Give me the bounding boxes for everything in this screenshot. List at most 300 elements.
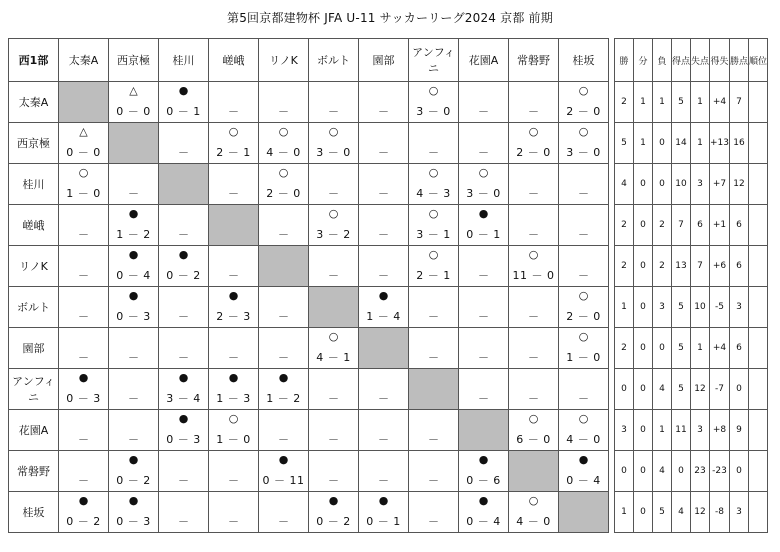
stat-goals-against: 12: [691, 369, 710, 410]
match-result-cell: [509, 410, 559, 451]
row-team-name: リノK: [9, 246, 59, 287]
match-result-cell: [559, 123, 609, 164]
match-result-cell: [559, 205, 609, 246]
match-result-cell: [509, 287, 559, 328]
no-match-dash: －: [428, 474, 439, 487]
stat-losses: 1: [653, 82, 672, 123]
match-result-cell: [359, 369, 409, 410]
result-mark: ○: [578, 412, 589, 425]
match-result-cell: [559, 451, 609, 492]
no-match-dash: －: [378, 392, 389, 405]
self-match-cell: [159, 164, 209, 205]
self-match-cell: [209, 205, 259, 246]
match-result-cell: [159, 410, 209, 451]
no-match-dash: －: [528, 351, 539, 364]
result-mark: ○: [528, 494, 539, 507]
match-result-cell: [159, 123, 209, 164]
row-team-name: 桂川: [9, 164, 59, 205]
match-result-cell: [209, 369, 259, 410]
match-result-cell: [359, 287, 409, 328]
no-match-dash: －: [278, 310, 289, 323]
match-result-cell: [259, 451, 309, 492]
match-result-cell: [309, 410, 359, 451]
match-result-cell: [409, 451, 459, 492]
stat-rank: [749, 164, 768, 205]
match-result-cell: [109, 410, 159, 451]
match-result-cell: [59, 123, 109, 164]
match-result-cell: [309, 451, 359, 492]
match-result-cell: [59, 164, 109, 205]
stat-points: 3: [730, 492, 749, 533]
stat-rank: [749, 205, 768, 246]
match-score: 4 － 1: [316, 351, 351, 364]
stat-rank: [749, 123, 768, 164]
stat-points: 16: [730, 123, 749, 164]
self-match-cell: [59, 82, 109, 123]
match-result-cell: [259, 328, 309, 369]
result-mark: ●: [228, 371, 239, 384]
no-match-dash: －: [128, 392, 139, 405]
result-mark: ○: [528, 412, 539, 425]
match-result-cell: [159, 82, 209, 123]
match-score: 0 － 1: [466, 228, 501, 241]
match-score: 3 － 0: [416, 105, 451, 118]
match-result-cell: [309, 82, 359, 123]
match-result-cell: [409, 328, 459, 369]
result-mark: ●: [228, 289, 239, 302]
match-score: 4 － 3: [416, 187, 451, 200]
stat-wins: 5: [615, 123, 634, 164]
stat-goals-against: 23: [691, 451, 710, 492]
match-score: 0 － 3: [116, 310, 151, 323]
match-result-cell: [209, 287, 259, 328]
match-result-cell: [209, 328, 259, 369]
result-mark: ○: [328, 125, 339, 138]
match-result-cell: [59, 246, 109, 287]
match-score: 0 － 1: [366, 515, 401, 528]
result-mark: ○: [228, 125, 239, 138]
row-team-name: アンフィニ: [9, 369, 59, 410]
match-result-cell: [159, 205, 209, 246]
match-result-cell: [309, 328, 359, 369]
match-score: 2 － 1: [416, 269, 451, 282]
no-match-dash: －: [528, 392, 539, 405]
match-result-cell: [259, 82, 309, 123]
stat-header-goals-for: 得点: [672, 39, 691, 82]
table-row: [9, 82, 768, 123]
col-team-header: 太秦A: [59, 39, 109, 82]
result-mark: ○: [328, 330, 339, 343]
match-score: 3 － 0: [466, 187, 501, 200]
result-mark: ●: [478, 494, 489, 507]
stat-draws: 0: [634, 287, 653, 328]
result-mark: ●: [178, 371, 189, 384]
no-match-dash: －: [528, 187, 539, 200]
col-team-header: 園部: [359, 39, 409, 82]
match-result-cell: [359, 205, 409, 246]
result-mark: ●: [378, 494, 389, 507]
match-score: 2 － 0: [266, 187, 301, 200]
match-result-cell: [109, 246, 159, 287]
result-mark: ●: [178, 412, 189, 425]
no-match-dash: －: [178, 146, 189, 159]
result-mark: ○: [278, 166, 289, 179]
stat-draws: 0: [634, 328, 653, 369]
match-result-cell: [209, 164, 259, 205]
result-mark: △: [129, 84, 138, 97]
match-score: 2 － 0: [566, 310, 601, 323]
no-match-dash: －: [328, 392, 339, 405]
match-result-cell: [559, 82, 609, 123]
no-match-dash: －: [378, 474, 389, 487]
stat-points: 6: [730, 246, 749, 287]
match-result-cell: [509, 492, 559, 533]
no-match-dash: －: [278, 433, 289, 446]
match-result-cell: [559, 287, 609, 328]
match-result-cell: [409, 123, 459, 164]
match-result-cell: [109, 328, 159, 369]
result-mark: ●: [278, 453, 289, 466]
match-result-cell: [159, 451, 209, 492]
match-result-cell: [509, 123, 559, 164]
row-team-name: ボルト: [9, 287, 59, 328]
result-mark: ○: [428, 207, 439, 220]
no-match-dash: －: [378, 269, 389, 282]
match-result-cell: [459, 164, 509, 205]
self-match-cell: [559, 492, 609, 533]
match-result-cell: [159, 246, 209, 287]
result-mark: ○: [528, 248, 539, 261]
match-score: 0 － 1: [166, 105, 201, 118]
stat-losses: 5: [653, 492, 672, 533]
match-result-cell: [509, 205, 559, 246]
stat-header-rank: 順位: [749, 39, 768, 82]
no-match-dash: －: [228, 474, 239, 487]
stat-rank: [749, 369, 768, 410]
match-score: 11 － 0: [512, 269, 555, 282]
col-team-header: 桂川: [159, 39, 209, 82]
match-result-cell: [309, 205, 359, 246]
stat-draws: 0: [634, 492, 653, 533]
stat-wins: 2: [615, 82, 634, 123]
self-match-cell: [509, 451, 559, 492]
stat-goals-against: 6: [691, 205, 710, 246]
col-team-header: 西京極: [109, 39, 159, 82]
match-result-cell: [259, 287, 309, 328]
match-score: 0 － 2: [166, 269, 201, 282]
no-match-dash: －: [328, 269, 339, 282]
table-row: [9, 164, 768, 205]
stat-goal-diff: +8: [710, 410, 730, 451]
match-result-cell: [109, 451, 159, 492]
match-result-cell: [459, 369, 509, 410]
stat-wins: 1: [615, 287, 634, 328]
no-match-dash: －: [178, 228, 189, 241]
row-team-name: 花園A: [9, 410, 59, 451]
match-score: 4 － 0: [266, 146, 301, 159]
match-score: 2 － 1: [216, 146, 251, 159]
no-match-dash: －: [128, 187, 139, 200]
match-score: 1 － 0: [216, 433, 251, 446]
match-result-cell: [409, 246, 459, 287]
result-mark: ○: [278, 125, 289, 138]
stat-rank: [749, 82, 768, 123]
result-mark: ●: [378, 289, 389, 302]
result-mark: ○: [578, 330, 589, 343]
match-score: 3 － 1: [416, 228, 451, 241]
self-match-cell: [409, 369, 459, 410]
match-result-cell: [559, 328, 609, 369]
match-result-cell: [459, 328, 509, 369]
result-mark: ●: [478, 453, 489, 466]
match-score: 0 － 4: [466, 515, 501, 528]
no-match-dash: －: [178, 515, 189, 528]
match-result-cell: [59, 328, 109, 369]
stat-draws: 0: [634, 205, 653, 246]
stat-wins: 3: [615, 410, 634, 451]
no-match-dash: －: [578, 269, 589, 282]
match-result-cell: [409, 205, 459, 246]
stat-header-points: 勝点: [730, 39, 749, 82]
stat-goal-diff: +4: [710, 82, 730, 123]
no-match-dash: －: [228, 515, 239, 528]
match-score: 0 － 2: [66, 515, 101, 528]
match-score: 3 － 0: [566, 146, 601, 159]
stat-rank: [749, 492, 768, 533]
match-result-cell: [559, 164, 609, 205]
no-match-dash: －: [378, 187, 389, 200]
match-result-cell: [309, 164, 359, 205]
stat-points: 6: [730, 328, 749, 369]
match-result-cell: [359, 410, 409, 451]
no-match-dash: －: [328, 105, 339, 118]
col-team-header: リノK: [259, 39, 309, 82]
stat-header-losses: 負: [653, 39, 672, 82]
match-result-cell: [209, 246, 259, 287]
table-row: [9, 205, 768, 246]
no-match-dash: －: [428, 310, 439, 323]
stat-points: 0: [730, 451, 749, 492]
match-score: 0 － 11: [262, 474, 305, 487]
stat-points: 3: [730, 287, 749, 328]
match-result-cell: [159, 369, 209, 410]
stat-goals-against: 1: [691, 82, 710, 123]
no-match-dash: －: [378, 228, 389, 241]
match-result-cell: [309, 492, 359, 533]
header-row: [9, 39, 768, 82]
match-result-cell: [359, 246, 409, 287]
result-mark: ●: [178, 84, 189, 97]
stat-rank: [749, 287, 768, 328]
match-score: 0 － 3: [66, 392, 101, 405]
result-mark: ○: [578, 289, 589, 302]
stat-draws: 0: [634, 164, 653, 205]
no-match-dash: －: [428, 433, 439, 446]
match-result-cell: [59, 205, 109, 246]
no-match-dash: －: [478, 269, 489, 282]
match-result-cell: [359, 451, 409, 492]
match-result-cell: [509, 164, 559, 205]
row-team-name: 西京極: [9, 123, 59, 164]
no-match-dash: －: [278, 351, 289, 364]
stat-header-goal-diff: 得失: [710, 39, 730, 82]
match-score: 0 － 4: [566, 474, 601, 487]
match-result-cell: [509, 369, 559, 410]
match-result-cell: [209, 451, 259, 492]
stat-wins: 2: [615, 328, 634, 369]
stat-goal-diff: +13: [710, 123, 730, 164]
no-match-dash: －: [278, 228, 289, 241]
match-result-cell: [409, 82, 459, 123]
result-mark: ●: [128, 248, 139, 261]
match-result-cell: [359, 123, 409, 164]
stat-goals-against: 12: [691, 492, 710, 533]
result-mark: ○: [78, 166, 89, 179]
match-result-cell: [59, 492, 109, 533]
stat-goals-for: 13: [672, 246, 691, 287]
result-mark: ○: [228, 412, 239, 425]
row-team-name: 嵯峨: [9, 205, 59, 246]
match-result-cell: [459, 205, 509, 246]
match-result-cell: [259, 205, 309, 246]
stat-losses: 2: [653, 246, 672, 287]
match-result-cell: [459, 123, 509, 164]
row-team-name: 園部: [9, 328, 59, 369]
match-result-cell: [459, 287, 509, 328]
no-match-dash: －: [428, 351, 439, 364]
no-match-dash: －: [328, 433, 339, 446]
page-title: 第5回京都建物杯 JFA U-11 サッカーリーグ2024 京都 前期: [227, 11, 553, 25]
col-team-header: 花園A: [459, 39, 509, 82]
table-row: [9, 451, 768, 492]
stat-losses: 0: [653, 123, 672, 164]
result-mark: ●: [128, 494, 139, 507]
match-result-cell: [509, 246, 559, 287]
no-match-dash: －: [478, 146, 489, 159]
stat-wins: 0: [615, 451, 634, 492]
result-mark: ○: [328, 207, 339, 220]
match-score: 2 － 0: [516, 146, 551, 159]
stat-goals-for: 5: [672, 287, 691, 328]
stat-losses: 2: [653, 205, 672, 246]
stat-goal-diff: +4: [710, 328, 730, 369]
no-match-dash: －: [378, 433, 389, 446]
no-match-dash: －: [278, 105, 289, 118]
result-mark: ●: [278, 371, 289, 384]
match-result-cell: [109, 164, 159, 205]
match-result-cell: [59, 369, 109, 410]
league-table: [8, 38, 768, 533]
stat-draws: 0: [634, 369, 653, 410]
no-match-dash: －: [528, 105, 539, 118]
stat-points: 12: [730, 164, 749, 205]
stat-goals-against: 3: [691, 164, 710, 205]
match-result-cell: [309, 246, 359, 287]
stat-losses: 0: [653, 164, 672, 205]
stat-goals-for: 14: [672, 123, 691, 164]
stat-losses: 0: [653, 328, 672, 369]
stat-goal-diff: +7: [710, 164, 730, 205]
match-result-cell: [209, 82, 259, 123]
self-match-cell: [359, 328, 409, 369]
no-match-dash: －: [578, 392, 589, 405]
stat-goals-against: 3: [691, 410, 710, 451]
stat-goals-for: 0: [672, 451, 691, 492]
no-match-dash: －: [178, 474, 189, 487]
col-team-header: アンフィニ: [409, 39, 459, 82]
match-score: 1 － 2: [116, 228, 151, 241]
match-result-cell: [109, 205, 159, 246]
result-mark: ○: [428, 166, 439, 179]
col-team-header: 常磐野: [509, 39, 559, 82]
match-result-cell: [409, 164, 459, 205]
match-score: 2 － 0: [566, 105, 601, 118]
match-result-cell: [359, 164, 409, 205]
match-score: 0 － 0: [116, 105, 151, 118]
no-match-dash: －: [478, 392, 489, 405]
no-match-dash: －: [78, 310, 89, 323]
no-match-dash: －: [428, 146, 439, 159]
no-match-dash: －: [78, 433, 89, 446]
match-result-cell: [459, 246, 509, 287]
result-mark: ●: [78, 494, 89, 507]
stat-goals-for: 4: [672, 492, 691, 533]
stat-wins: 2: [615, 205, 634, 246]
stat-losses: 4: [653, 451, 672, 492]
match-result-cell: [559, 369, 609, 410]
no-match-dash: －: [478, 105, 489, 118]
col-team-header: ボルト: [309, 39, 359, 82]
result-mark: ○: [528, 125, 539, 138]
stat-points: 0: [730, 369, 749, 410]
match-result-cell: [359, 82, 409, 123]
no-match-dash: －: [328, 474, 339, 487]
table-row: [9, 123, 768, 164]
match-result-cell: [209, 492, 259, 533]
stat-wins: 1: [615, 492, 634, 533]
stat-goals-against: 10: [691, 287, 710, 328]
stat-goals-against: 1: [691, 123, 710, 164]
match-score: 2 － 3: [216, 310, 251, 323]
match-score: 4 － 0: [566, 433, 601, 446]
stat-draws: 1: [634, 82, 653, 123]
stat-points: 7: [730, 82, 749, 123]
block-label: 西1部: [9, 39, 59, 82]
no-match-dash: －: [128, 351, 139, 364]
match-score: 0 － 2: [116, 474, 151, 487]
match-result-cell: [459, 492, 509, 533]
stat-goals-for: 7: [672, 205, 691, 246]
stat-goal-diff: -5: [710, 287, 730, 328]
table-row: [9, 328, 768, 369]
no-match-dash: －: [78, 351, 89, 364]
match-result-cell: [259, 164, 309, 205]
self-match-cell: [309, 287, 359, 328]
match-result-cell: [259, 123, 309, 164]
no-match-dash: －: [78, 269, 89, 282]
match-result-cell: [459, 451, 509, 492]
match-result-cell: [109, 287, 159, 328]
match-result-cell: [559, 246, 609, 287]
stat-rank: [749, 328, 768, 369]
no-match-dash: －: [128, 433, 139, 446]
table-row: [9, 492, 768, 533]
match-score: 0 － 3: [116, 515, 151, 528]
result-mark: △: [79, 125, 88, 138]
stat-draws: 1: [634, 123, 653, 164]
stat-draws: 0: [634, 410, 653, 451]
no-match-dash: －: [78, 228, 89, 241]
